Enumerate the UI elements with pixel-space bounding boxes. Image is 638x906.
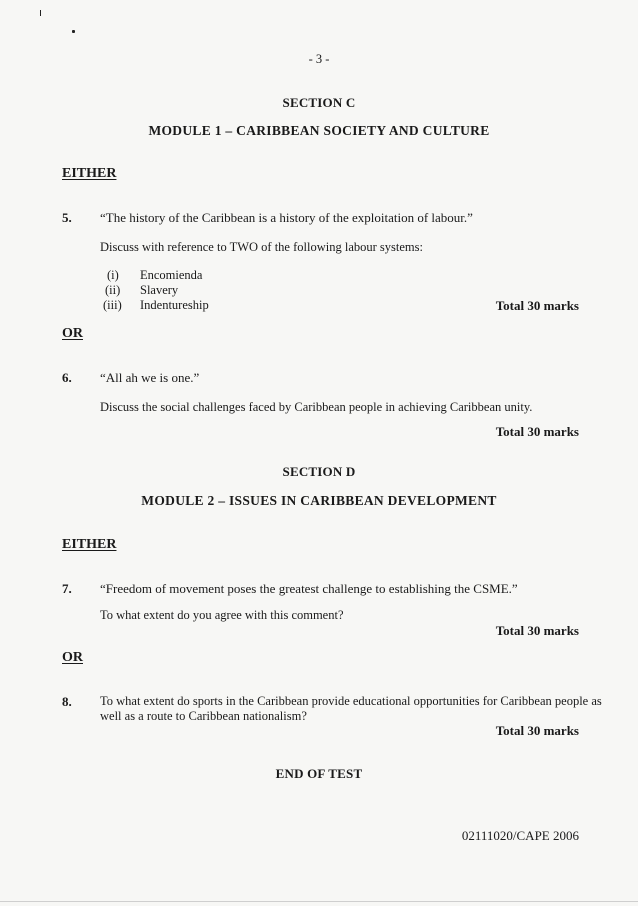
list-item-text: Slavery [140, 283, 179, 297]
section-d-title: SECTION D [282, 464, 356, 479]
question-5-quote: “The history of the Caribbean is a history of the exploitation of labour.” [100, 210, 473, 225]
question-8-line-1: To what extent do sports in the Caribbean provide educational opportunities for Caribbean people as [100, 694, 602, 708]
list-item-text: Indentureship [140, 298, 209, 312]
module-1-title: MODULE 1 – CARIBBEAN SOCIETY AND CULTURE [148, 123, 490, 138]
either-heading: EITHER [62, 166, 117, 181]
or-heading: OR [62, 326, 83, 341]
module-2-title: MODULE 2 – ISSUES IN CARIBBEAN DEVELOPMENT [141, 493, 497, 508]
question-7-instruction: To what extent do you agree with this comment? [100, 608, 344, 622]
list-item-roman: (i) [107, 268, 119, 282]
section-c-title: SECTION C [282, 95, 356, 110]
end-of-test: END OF TEST [275, 766, 363, 781]
scan-speck [72, 30, 75, 33]
question-6-quote: “All ah we is one.” [100, 370, 200, 385]
list-item-roman: (ii) [105, 283, 121, 297]
question-7-number: 7. [62, 581, 72, 596]
question-8-number: 8. [62, 694, 72, 709]
list-item-roman: (iii) [103, 298, 122, 312]
question-7-marks: Total 30 marks [495, 623, 579, 638]
scan-speck [40, 10, 41, 16]
question-6-instruction: Discuss the social challenges faced by Caribbean people in achieving Caribbean unity. [100, 400, 533, 414]
question-8-line-2: well as a route to Caribbean nationalism? [100, 709, 307, 723]
question-5-number: 5. [62, 210, 72, 225]
question-6-number: 6. [62, 370, 72, 385]
page-number: - 3 - [308, 52, 330, 66]
question-8-marks: Total 30 marks [495, 723, 579, 738]
page-edge-divider [0, 901, 638, 902]
question-6-marks: Total 30 marks [495, 424, 579, 439]
question-5-instruction: Discuss with reference to TWO of the following labour systems: [100, 240, 423, 254]
either-heading: EITHER [62, 537, 117, 552]
footer-code: 02111020/CAPE 2006 [461, 828, 579, 843]
or-heading: OR [62, 650, 83, 665]
list-item-text: Encomienda [140, 268, 203, 282]
question-5-marks: Total 30 marks [495, 298, 579, 313]
question-7-quote: “Freedom of movement poses the greatest challenge to establishing the CSME.” [100, 581, 518, 596]
